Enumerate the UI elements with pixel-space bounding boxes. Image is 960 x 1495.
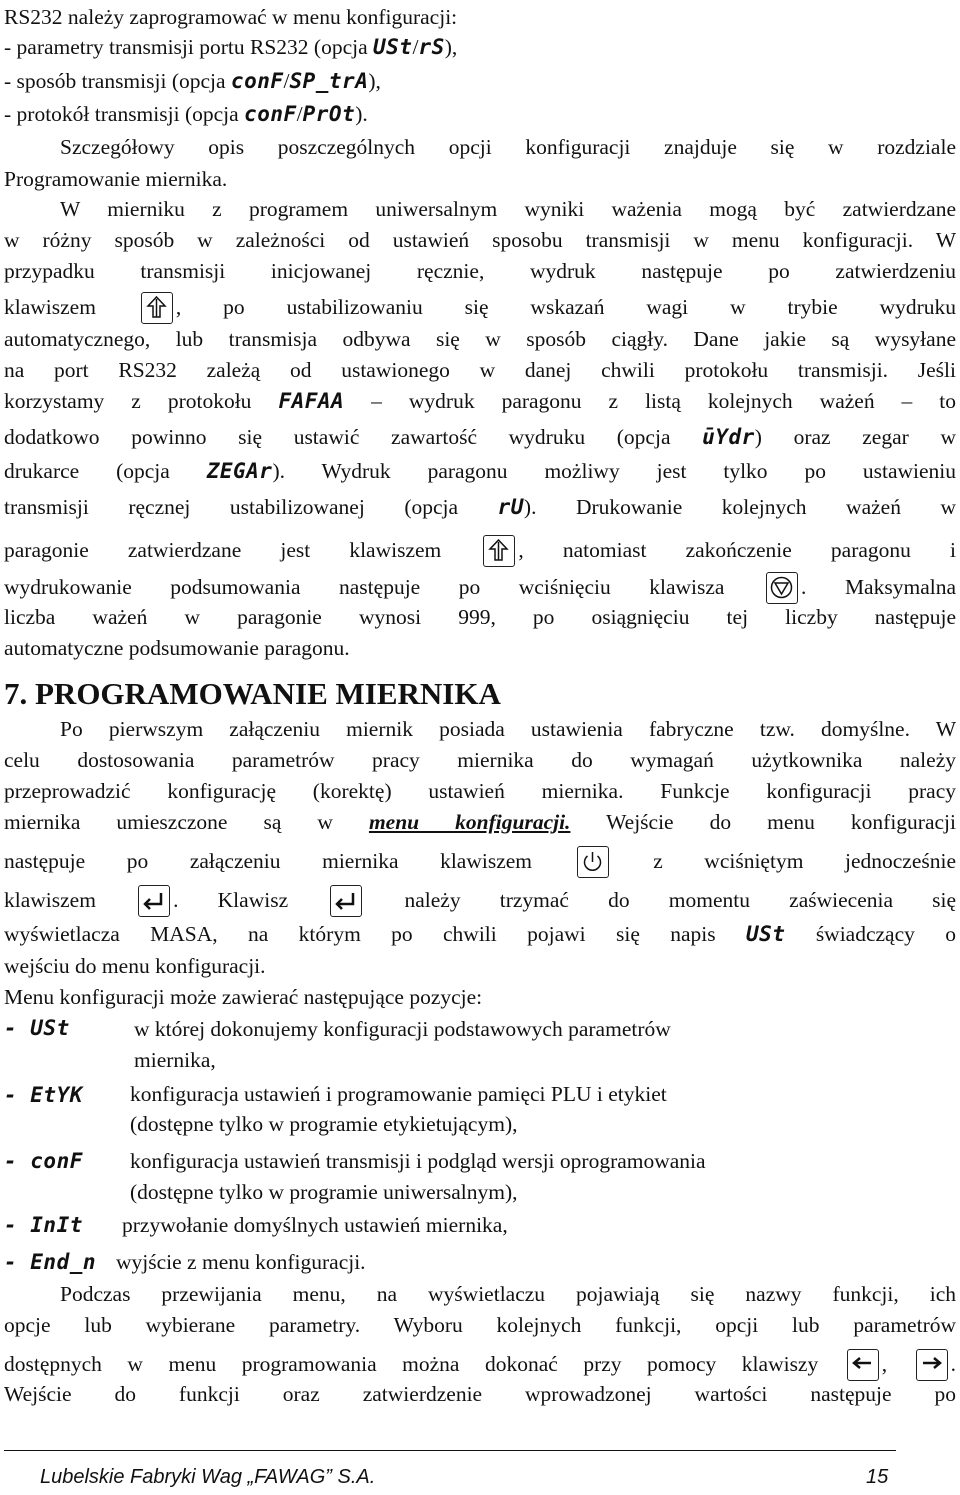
text-line: dostępnych w menu programowania można dokonać przy pomocy klawiszy , . [4, 1349, 956, 1381]
text-line: miernika umieszczone są w menu konfiguracji. Wejście do menu konfiguracji [4, 810, 956, 834]
menu-description: konfiguracja ustawień transmisji i podgląd wersji oprogramowania [130, 1149, 706, 1173]
text-line: W mierniku z programem uniwersalnym wyniki ważenia mogą być zatwierdzane [60, 197, 956, 221]
display-code: conF [244, 102, 297, 126]
display-code: rS [418, 35, 445, 59]
display-code: SP_trA [289, 69, 369, 93]
text-line: Podczas przewijania menu, na wyświetlaczu pojawiają się nazwy funkcji, ich [60, 1282, 956, 1306]
text-line: - protokół transmisji (opcja conF/PrOt). [4, 102, 368, 126]
menu-description: w której dokonujemy konfiguracji podstawowych parametrów [134, 1017, 671, 1041]
page-number: 15 [866, 1466, 889, 1488]
sum-key-icon [766, 572, 798, 604]
display-code: USt [746, 922, 786, 946]
text-line: - sposób transmisji (opcja conF/SP_trA), [4, 69, 381, 93]
menu-description: (dostępne tylko w programie etykietującym), [130, 1112, 518, 1136]
text-line: Szczegółowy opis poszczególnych opcji konfiguracji znajduje się w rozdziale [60, 135, 956, 159]
text-line: wejściu do menu konfiguracji. [4, 954, 266, 978]
text-line: następuje po załączeniu miernika klawiszem z wciśniętym jednocześnie [4, 846, 956, 878]
menu-description: miernika, [134, 1048, 216, 1072]
menu-code: - conF [4, 1149, 83, 1173]
text-line: paragonie zatwierdzane jest klawiszem , natomiast zakończenie paragonu i [4, 535, 956, 567]
display-code: USt [373, 35, 413, 59]
menu-code: - InIt [4, 1213, 83, 1237]
display-code: conF [230, 69, 284, 93]
footer-company: Lubelskie Fabryki Wag „FAWAG” S.A. [40, 1466, 376, 1488]
text-line: opcje lub wybierane parametry. Wyboru kolejnych funkcji, opcji lub parametrów [4, 1313, 956, 1337]
text-line: drukarce (opcja ZEGAr). Wydruk paragonu możliwy jest tylko po ustawieniu [4, 459, 957, 483]
text-line: klawiszem . Klawisz należy trzymać do momentu zaświecenia się [4, 885, 956, 917]
text-line: transmisji ręcznej ustabilizowanej (opcja rU). Drukowanie kolejnych ważeń w [4, 495, 957, 519]
text-line: w różny sposób w zależności od ustawień sposobu transmisji w menu konfiguracji. W [4, 228, 956, 252]
text-line: dodatkowo powinno się ustawić zawartość wydruku (opcja ūYdr) oraz zegar w [4, 425, 956, 449]
display-code: PrOt [302, 102, 356, 126]
arrow-right-key-icon [916, 1349, 948, 1381]
display-code: ZEGAr [206, 459, 273, 483]
text-line: na port RS232 zależą od ustawionego w danej chwili protokołu transmisji. Jeśli [4, 358, 956, 382]
display-code: rU [497, 495, 524, 519]
text-line: automatyczne podsumowanie paragonu. [4, 636, 350, 660]
section-heading: 7. PROGRAMOWANIE MIERNIKA [4, 676, 501, 711]
text-line: wydrukowanie podsumowania następuje po wciśnięciu klawisza . Maksymalna [4, 572, 956, 604]
menu-code: - USt [4, 1016, 70, 1040]
menu-description: konfiguracja ustawień i programowanie pamięci PLU i etykiet [130, 1082, 667, 1106]
text-line: przeprowadzić konfigurację (korektę) ustawień miernika. Funkcje konfiguracji pracy [4, 779, 956, 803]
text-line: wyświetlacza MASA, na którym po chwili pojawi się napis USt świadczący o [4, 922, 957, 946]
text-line: celu dostosowania parametrów pracy miernika do wymagań użytkownika należy [4, 748, 956, 772]
display-code: FAFAA [278, 389, 345, 413]
menu-description: wyjście z menu konfiguracji. [116, 1250, 366, 1274]
text-line: liczba ważeń w paragonie wynosi 999, po osiągnięciu tej liczby następuje [4, 605, 956, 629]
text-line: automatycznego, lub transmisja odbywa się w sposób ciągły. Dane jakie są wysyłane [4, 327, 956, 351]
text-line: Po pierwszym załączeniu miernik posiada ustawienia fabryczne tzw. domyślne. W [60, 717, 956, 741]
display-code: ūYdr [702, 425, 755, 449]
print-key-icon [141, 292, 173, 324]
menu-description: przywołanie domyślnych ustawień miernika, [122, 1213, 508, 1237]
enter-key-icon [330, 885, 362, 917]
text-line: - parametry transmisji portu RS232 (opcja USt/rS), [4, 35, 458, 59]
menu-description: (dostępne tylko w programie uniwersalnym), [130, 1180, 518, 1204]
text-line: Menu konfiguracji może zawierać następujące pozycje: [4, 985, 483, 1009]
text-line: Programowanie miernika. [4, 167, 228, 191]
enter-key-icon [138, 885, 170, 917]
text-line: przypadku transmisji inicjowanej ręcznie, wydruk następuje po zatwierdzeniu [4, 259, 956, 283]
arrow-left-key-icon [847, 1349, 879, 1381]
print-key-icon [483, 535, 515, 567]
footer-divider [4, 1450, 896, 1451]
emphasis: menu konfiguracji. [368, 810, 571, 834]
menu-code: - EtYK [4, 1083, 83, 1107]
text-line: RS232 należy zaprogramować w menu konfiguracji: [4, 5, 458, 29]
menu-code: - End_n [4, 1250, 97, 1274]
text-line: korzystamy z protokołu FAFAA – wydruk paragonu z listą kolejnych ważeń – to [4, 389, 957, 413]
power-key-icon [577, 846, 609, 878]
text-line: Wejście do funkcji oraz zatwierdzenie wprowadzonej wartości następuje po [4, 1382, 956, 1406]
text-line: klawiszem , po ustabilizowaniu się wskazań wagi w trybie wydruku [4, 292, 956, 324]
